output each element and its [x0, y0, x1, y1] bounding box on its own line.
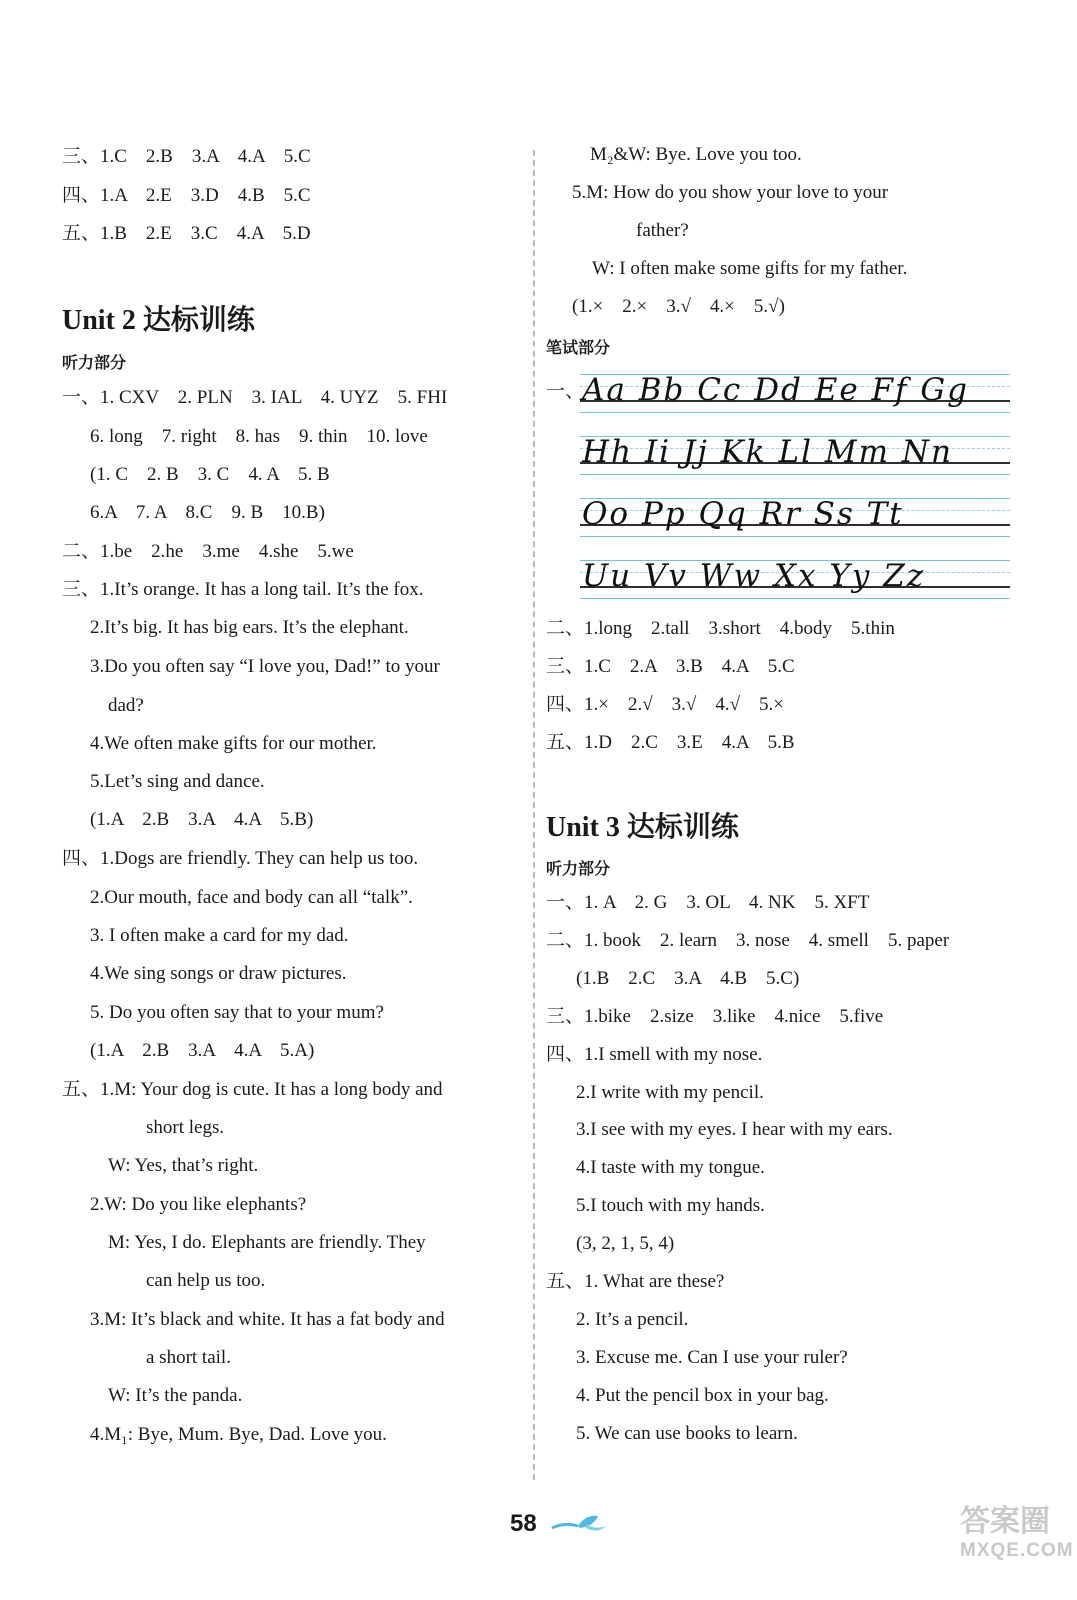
answer-line: 6. long 7. right 8. has 9. thin 10. love [90, 426, 428, 447]
handwriting-letters: Aa Bb Cc Dd Ee Ff Gg [582, 372, 969, 408]
answer-line: 4. Put the pencil box in your bag. [576, 1385, 829, 1406]
watermark-logo [960, 1505, 1074, 1563]
handwriting-row [580, 370, 1010, 414]
answer-line: 四、1.I smell with my nose. [546, 1044, 763, 1065]
answer-line: 三、1.It’s orange. It has a long tail. It’s the fox. [62, 579, 424, 600]
answer-line: 2.Our mouth, face and body can all “talk”. [90, 887, 413, 908]
answer-line: 四、1.× 2.√ 3.√ 4.√ 5.× [546, 694, 784, 715]
answer-line: 2.I write with my pencil. [576, 1082, 764, 1103]
watermark-text-bottom: MXQE.COM [960, 1540, 1074, 1561]
answer-line: 二、1.be 2.he 3.me 4.she 5.we [62, 541, 354, 562]
handwriting-letters: Uu Vv Ww Xx Yy Zz [582, 558, 926, 594]
answer-line: 三、1.C 2.A 3.B 4.A 5.C [546, 656, 795, 677]
answer-line: (3, 2, 1, 5, 4) [576, 1233, 675, 1254]
answer-line: father? [636, 220, 689, 241]
unit3-title: Unit 3 达标训练 [546, 812, 739, 843]
handwriting-letters: Hh Ii Jj Kk Ll Mm Nn [582, 434, 953, 470]
answer-line: short legs. [146, 1117, 225, 1138]
answer-line: can help us too. [146, 1270, 266, 1291]
answer-line: 一、 [546, 381, 585, 402]
answer-line: 3. Excuse me. Can I use your ruler? [576, 1347, 848, 1368]
listening-section-label: 听力部分 [62, 353, 127, 372]
answer-line: 4.M₁: Bye, Mum. Bye, Dad. Love you. [90, 1424, 387, 1445]
answer-line: 4.I taste with my tongue. [576, 1157, 765, 1178]
handwriting-practice [580, 370, 1010, 610]
answer-line: 二、1. book 2. learn 3. nose 4. smell 5. paper [546, 930, 950, 951]
answer-line: 3. I often make a card for my dad. [90, 925, 349, 946]
answer-line: 5.M: How do you show your love to your [572, 182, 889, 203]
answer-line: 一、1. A 2. G 3. OL 4. NK 5. XFT [546, 892, 870, 913]
answer-line: a short tail. [146, 1347, 231, 1368]
answer-line: W: It’s the panda. [108, 1385, 243, 1406]
answer-line: 4.We often make gifts for our mother. [90, 733, 377, 754]
answer-line: dad? [108, 695, 144, 716]
answer-line: M₂&W: Bye. Love you too. [590, 144, 802, 165]
answer-line: 6.A 7. A 8.C 9. B 10.B) [90, 502, 325, 523]
answer-line: 三、1.C 2.B 3.A 4.A 5.C [62, 146, 311, 167]
answer-line: 3.Do you often say “I love you, Dad!” to your [90, 656, 440, 677]
answer-line: 2.It’s big. It has big ears. It’s the elephant. [90, 617, 409, 638]
answer-line: 2.W: Do you like elephants? [90, 1194, 307, 1215]
handwriting-letters: Oo Pp Qq Rr Ss Tt [582, 496, 904, 532]
unit2-title: Unit 2 达标训练 [62, 305, 255, 336]
answer-line: 5. Do you often say that to your mum? [90, 1002, 384, 1023]
answer-line: 四、1.Dogs are friendly. They can help us too. [62, 848, 419, 869]
answer-line: (1.B 2.C 3.A 4.B 5.C) [576, 968, 800, 989]
answer-line: 五、1. What are these? [546, 1271, 725, 1292]
answer-line: 二、1.long 2.tall 3.short 4.body 5.thin [546, 618, 895, 639]
written-section-label: 笔试部分 [546, 338, 611, 357]
column-divider [533, 150, 535, 1480]
answer-line: (1.A 2.B 3.A 4.A 5.A) [90, 1040, 315, 1061]
answer-line: (1.× 2.× 3.√ 4.× 5.√) [572, 296, 785, 317]
answer-line: 5.Let’s sing and dance. [90, 771, 265, 792]
answer-line: 3.M: It’s black and white. It has a fat body and [90, 1309, 445, 1330]
answer-line: 四、1.A 2.E 3.D 4.B 5.C [62, 185, 311, 206]
answer-line: W: Yes, that’s right. [108, 1155, 259, 1176]
answer-line: W: I often make some gifts for my father. [592, 258, 908, 279]
page-number: 58 [510, 1510, 537, 1537]
answer-line: (1. C 2. B 3. C 4. A 5. B [90, 464, 330, 485]
answer-line: 三、1.bike 2.size 3.like 4.nice 5.five [546, 1006, 884, 1027]
handwriting-row [580, 494, 1010, 538]
handwriting-row [580, 432, 1010, 476]
answer-line: 3.I see with my eyes. I hear with my ears. [576, 1119, 893, 1140]
answer-line: 5.I touch with my hands. [576, 1195, 765, 1216]
answer-line: 五、1.D 2.C 3.E 4.A 5.B [546, 732, 795, 753]
leaf-decoration-icon [550, 1512, 610, 1536]
listening-section-label: 听力部分 [546, 859, 611, 878]
answer-line: 2. It’s a pencil. [576, 1309, 689, 1330]
watermark-text-top: 答案圈 [960, 1504, 1050, 1539]
answer-line: 五、1.M: Your dog is cute. It has a long body and [62, 1079, 443, 1100]
answer-line: M: Yes, I do. Elephants are friendly. They [108, 1232, 426, 1253]
handwriting-row [580, 556, 1010, 600]
answer-line: (1.A 2.B 3.A 4.A 5.B) [90, 809, 314, 830]
answer-line: 5. We can use books to learn. [576, 1423, 798, 1444]
answer-line: 一、1. CXV 2. PLN 3. IAL 4. UYZ 5. FHI [62, 387, 448, 408]
answer-line: 五、1.B 2.E 3.C 4.A 5.D [62, 223, 311, 244]
answer-line: 4.We sing songs or draw pictures. [90, 963, 347, 984]
